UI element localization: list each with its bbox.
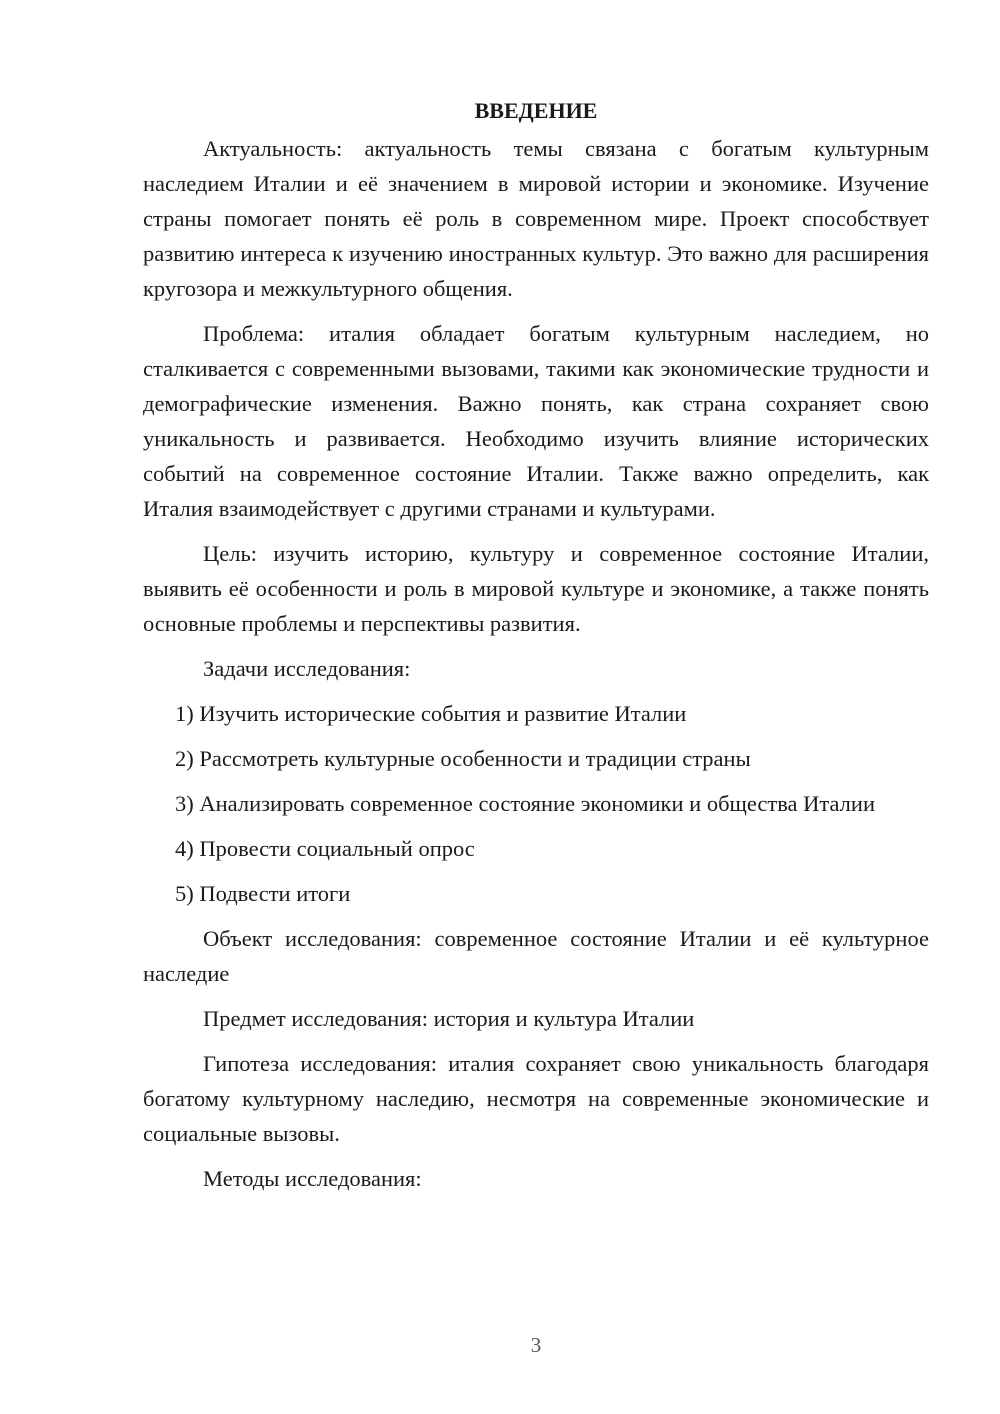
tasks-heading: Задачи исследования: bbox=[203, 656, 411, 681]
paragraph-subject: Предмет исследования: история и культура Италии bbox=[203, 1006, 695, 1031]
document-page bbox=[143, 96, 929, 1196]
paragraph-methods: Методы исследования: bbox=[203, 1166, 422, 1191]
task-item-2: 2) Рассмотреть культурные особенности и традиции страны bbox=[175, 746, 751, 771]
paragraph-object: Объект исследования: современное состояние Италии и её культурное наследие bbox=[143, 926, 929, 986]
task-item-3: 3) Анализировать современное состояние экономики и общества Италии bbox=[175, 791, 875, 816]
section-title: ВВЕДЕНИЕ bbox=[474, 98, 598, 123]
paragraph-problem: Проблема: италия обладает богатым культурным наследием, но сталкивается с современными вызовами, такими как экономические трудности и демографические изменения. Важно понять, как страна сохраняет свою уникальность и развивается. Необходимо изучить влияние исторических событий на современное состояние Италии. Также важно определить, как Италия взаимодействует с другими странами и культурами. bbox=[143, 321, 929, 521]
task-item-1: 1) Изучить исторические события и развитие Италии bbox=[175, 701, 687, 726]
page-number: 3 bbox=[530, 1333, 542, 1357]
paragraph-goal: Цель: изучить историю, культуру и современное состояние Италии, выявить её особенности и роль в мировой культуре и экономике, а также понять основные проблемы и перспективы развития. bbox=[143, 541, 929, 636]
task-item-4: 4) Провести социальный опрос bbox=[175, 836, 475, 861]
paragraph-hypothesis: Гипотеза исследования: италия сохраняет свою уникальность благодаря богатому культурному наследию, несмотря на современные экономические и социальные вызовы. bbox=[143, 1051, 929, 1146]
paragraph-relevance: Актуальность: актуальность темы связана с богатым культурным наследием Италии и её значением в мировой истории и экономике. Изучение страны помогает понять её роль в современном мире. Проект способствует развитию интереса к изучению иностранных культур. Это важно для расширения кругозора и межкультурного общения. bbox=[143, 136, 929, 301]
task-item-5: 5) Подвести итоги bbox=[175, 881, 351, 906]
